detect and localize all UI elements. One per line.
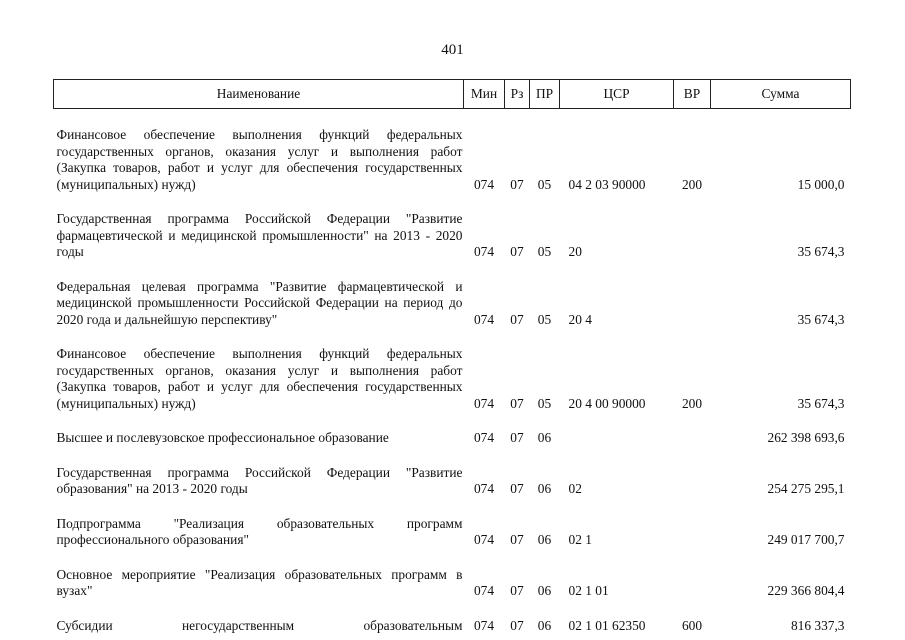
row-min: 074 — [473, 617, 495, 633]
row-csr: 02 1 01 62350 — [568, 617, 646, 633]
table-row — [54, 465, 851, 498]
row-rz: 07 — [510, 176, 524, 192]
row-sum: 254 275 295,1 — [767, 481, 845, 496]
row-sum: 262 398 693,6 — [767, 430, 845, 445]
header-min: Мин — [464, 80, 505, 109]
row-pr: 06 — [537, 583, 552, 598]
row-name: Подпрограмма "Реализация образовательных программ профессионального образования" — [56, 515, 463, 547]
row-pr: 05 — [537, 244, 552, 259]
budget-table — [53, 79, 851, 634]
row-name: Финансовое обеспечение выполнения функций федеральных государственных органов, оказания услуг и выполнения работ (Закупка товаров, работ и услуг для обеспечения государственных (муниципальных) нужд) — [56, 127, 463, 192]
row-name: Высшее и послевузовское профессиональное образование — [56, 430, 389, 445]
row-vr: 600 — [681, 617, 703, 633]
row-rz: 07 — [510, 481, 524, 496]
row-name: Субсидии негосударственным образовательным — [56, 617, 463, 633]
row-vr — [674, 516, 711, 549]
row-csr: 02 — [568, 481, 582, 496]
row-pr: 05 — [537, 395, 552, 411]
row-min: 074 — [473, 481, 495, 496]
row-pr: 06 — [537, 532, 552, 547]
row-name: Основное мероприятие "Реализация образовательных программ в вузах" — [56, 566, 463, 598]
table-row — [54, 430, 851, 447]
row-sum: 816 337,3 — [790, 617, 845, 633]
row-min: 074 — [473, 244, 495, 259]
header-rz: Рз — [505, 80, 530, 109]
table-row — [54, 211, 851, 261]
row-sum: 249 017 700,7 — [767, 532, 845, 547]
row-name: Федеральная целевая программа "Развитие фармацевтической и медицинской промышленности Российской Федерации на период до 2020 года и дальнейшую перспективу" — [56, 278, 463, 327]
row-vr — [674, 567, 711, 600]
header-sum: Сумма — [711, 80, 851, 109]
row-vr — [674, 465, 711, 498]
row-min: 074 — [473, 583, 495, 598]
row-rz: 07 — [510, 244, 524, 259]
header-csr: ЦСР — [560, 80, 674, 109]
row-csr: 02 1 — [568, 532, 592, 547]
row-rz: 07 — [510, 395, 524, 411]
row-sum: 35 674,3 — [797, 395, 845, 411]
row-min: 074 — [473, 532, 495, 547]
row-pr: 06 — [537, 617, 552, 633]
row-sum: 15 000,0 — [797, 176, 845, 192]
row-csr: 20 — [568, 244, 582, 259]
row-pr: 05 — [537, 311, 552, 327]
row-sum: 229 366 804,4 — [767, 583, 845, 598]
table-row — [54, 567, 851, 600]
row-csr: 04 2 03 90000 — [568, 176, 646, 192]
header-pr: ПР — [530, 80, 560, 109]
row-sum: 35 674,3 — [797, 244, 845, 259]
row-name: Государственная программа Российской Федерации "Развитие фармацевтической и медицинской промышленности" на 2013 - 2020 годы — [56, 211, 463, 259]
row-vr — [674, 279, 711, 329]
table-row — [54, 127, 851, 193]
row-name: Финансовое обеспечение выполнения функций федеральных государственных органов, оказания услуг и выполнения работ (Закупка товаров, работ и услуг для обеспечения государственных (муниципальных) нужд) — [56, 346, 463, 411]
row-min: 074 — [473, 311, 495, 327]
row-vr — [674, 430, 711, 447]
row-sum: 35 674,3 — [797, 311, 845, 327]
row-rz: 07 — [510, 583, 524, 598]
row-csr: 20 4 00 90000 — [568, 395, 646, 411]
row-csr: 02 1 01 — [568, 583, 609, 598]
table-row — [54, 618, 851, 635]
table-row — [54, 346, 851, 412]
row-csr — [560, 430, 674, 447]
header-vr: ВР — [674, 80, 711, 109]
table-header-row — [54, 80, 851, 109]
row-rz: 07 — [510, 617, 524, 633]
row-min: 074 — [473, 176, 495, 192]
row-rz: 07 — [510, 532, 524, 547]
table-row — [54, 516, 851, 549]
row-pr: 05 — [537, 176, 552, 192]
row-vr — [674, 211, 711, 261]
row-vr: 200 — [681, 395, 703, 411]
row-vr: 200 — [681, 176, 703, 192]
row-pr: 06 — [537, 430, 552, 445]
table-row — [54, 279, 851, 329]
page-number: 401 — [441, 42, 464, 58]
row-rz: 07 — [510, 430, 524, 445]
row-min: 074 — [473, 430, 495, 445]
row-rz: 07 — [510, 311, 524, 327]
row-min: 074 — [473, 395, 495, 411]
row-csr: 20 4 — [568, 311, 592, 327]
row-name: Государственная программа Российской Федерации "Развитие образования" на 2013 - 2020 годы — [56, 464, 463, 496]
row-pr: 06 — [537, 481, 552, 496]
header-name: Наименование — [54, 80, 464, 109]
